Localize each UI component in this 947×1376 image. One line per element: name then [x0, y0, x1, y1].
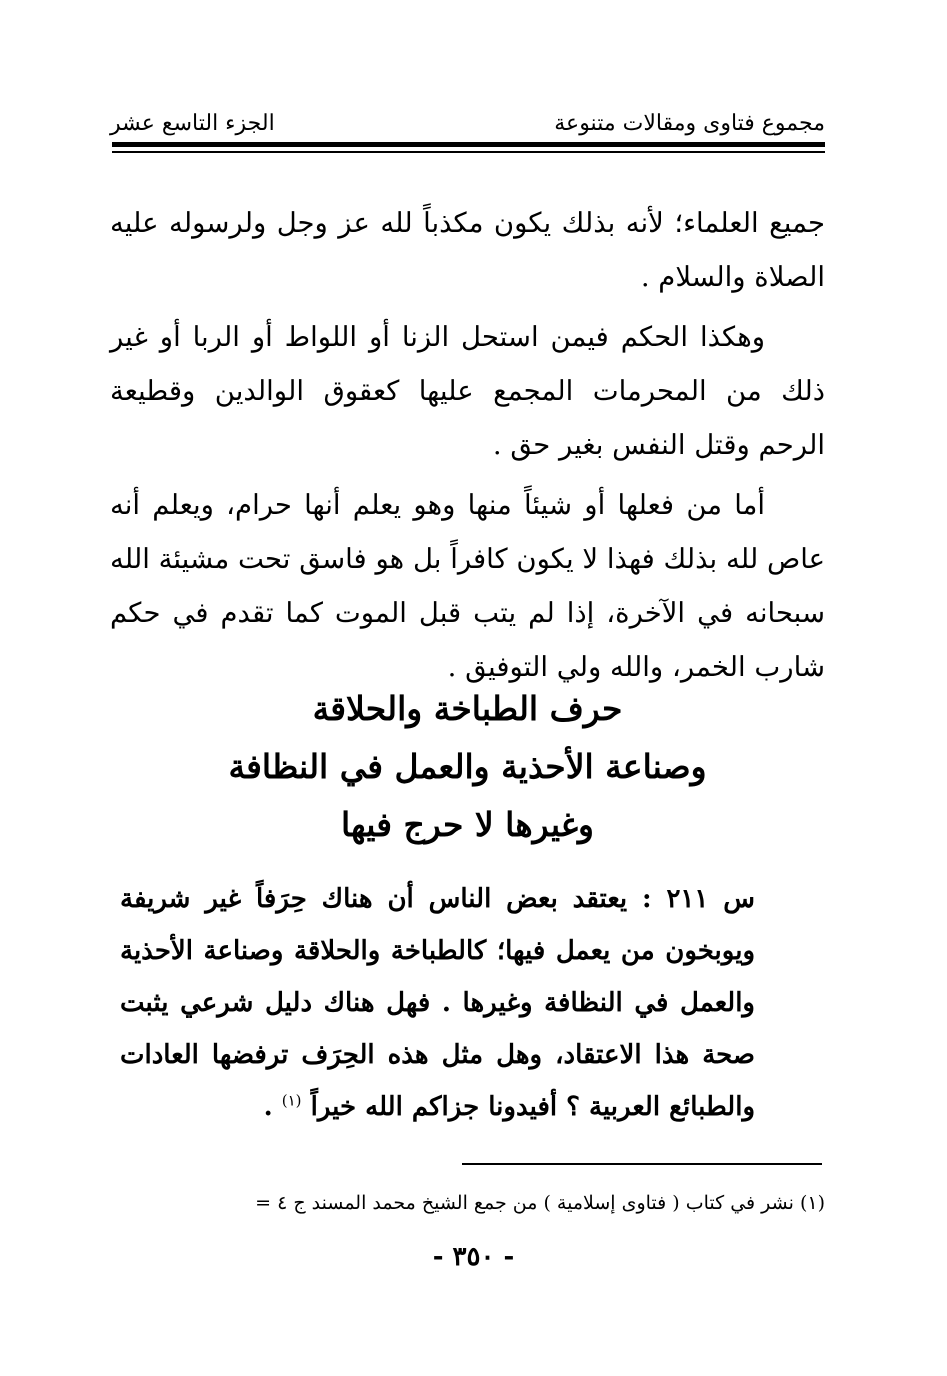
- footnote-reference[interactable]: (١): [281, 1091, 302, 1110]
- header-rule-thin: [112, 151, 825, 153]
- section-title-line: وغيرها لا حرج فيها: [340, 805, 594, 844]
- paragraph: أما من فعلها أو شيئاً منها وهو يعلم أنها حرام، ويعلم أنه عاص لله بذلك فهذا لا يكون كافراً بل هو فاسق تحت مشيئة الله سبحانه في الآخرة، إذا لم يتب قبل الموت كما تقدم في حكم شارب الخمر، والله ولي التوفيق .: [110, 489, 825, 683]
- page-header: [110, 108, 825, 138]
- header-rule-thick: [112, 142, 825, 147]
- question-text: س ٢١١ : يعتقد بعض الناس أن هناك حِرَفاً غير شريفة ويوبخون من يعمل فيها؛ كالطباخة والحلاقة وصناعة الأحذية والعمل في النظافة وغيرها . فهل هناك دليل شرعي يثبت صحة هذا الاعتقاد، وهل مثل هذه الحِرَف ترفضها العادات والطبائع العربية ؟ أفيدونا جزاكم الله خيراً: [120, 884, 755, 1122]
- paragraph: وهكذا الحكم فيمن استحل الزنا أو اللواط أو الربا أو غير ذلك من المحرمات المجمع عليها كعقوق الوالدين وقطيعة الرحم وقتل النفس بغير حق .: [110, 321, 825, 461]
- question-end: .: [263, 1092, 273, 1122]
- footnote-divider: [462, 1163, 822, 1165]
- part-label: الجزء التاسع عشر: [110, 110, 275, 136]
- book-title: مجموع فتاوى ومقالات متنوعة: [554, 110, 825, 136]
- page-number: - ٣٥٠ -: [432, 1242, 515, 1272]
- footnote: (١) نشر في كتاب ( فتاوى إسلامية ) من جمع الشيخ محمد المسند ج ٤ =: [255, 1192, 825, 1214]
- paragraph: جميع العلماء؛ لأنه بذلك يكون مكذباً لله عز وجل ولرسوله عليه الصلاة والسلام .: [110, 207, 825, 293]
- section-title: [110, 680, 825, 854]
- question-block: [120, 873, 755, 1133]
- section-title-line: وصناعة الأحذية والعمل في النظافة: [228, 747, 707, 786]
- section-title-line: حرف الطباخة والحلاقة: [312, 689, 623, 728]
- body-text: [110, 196, 825, 694]
